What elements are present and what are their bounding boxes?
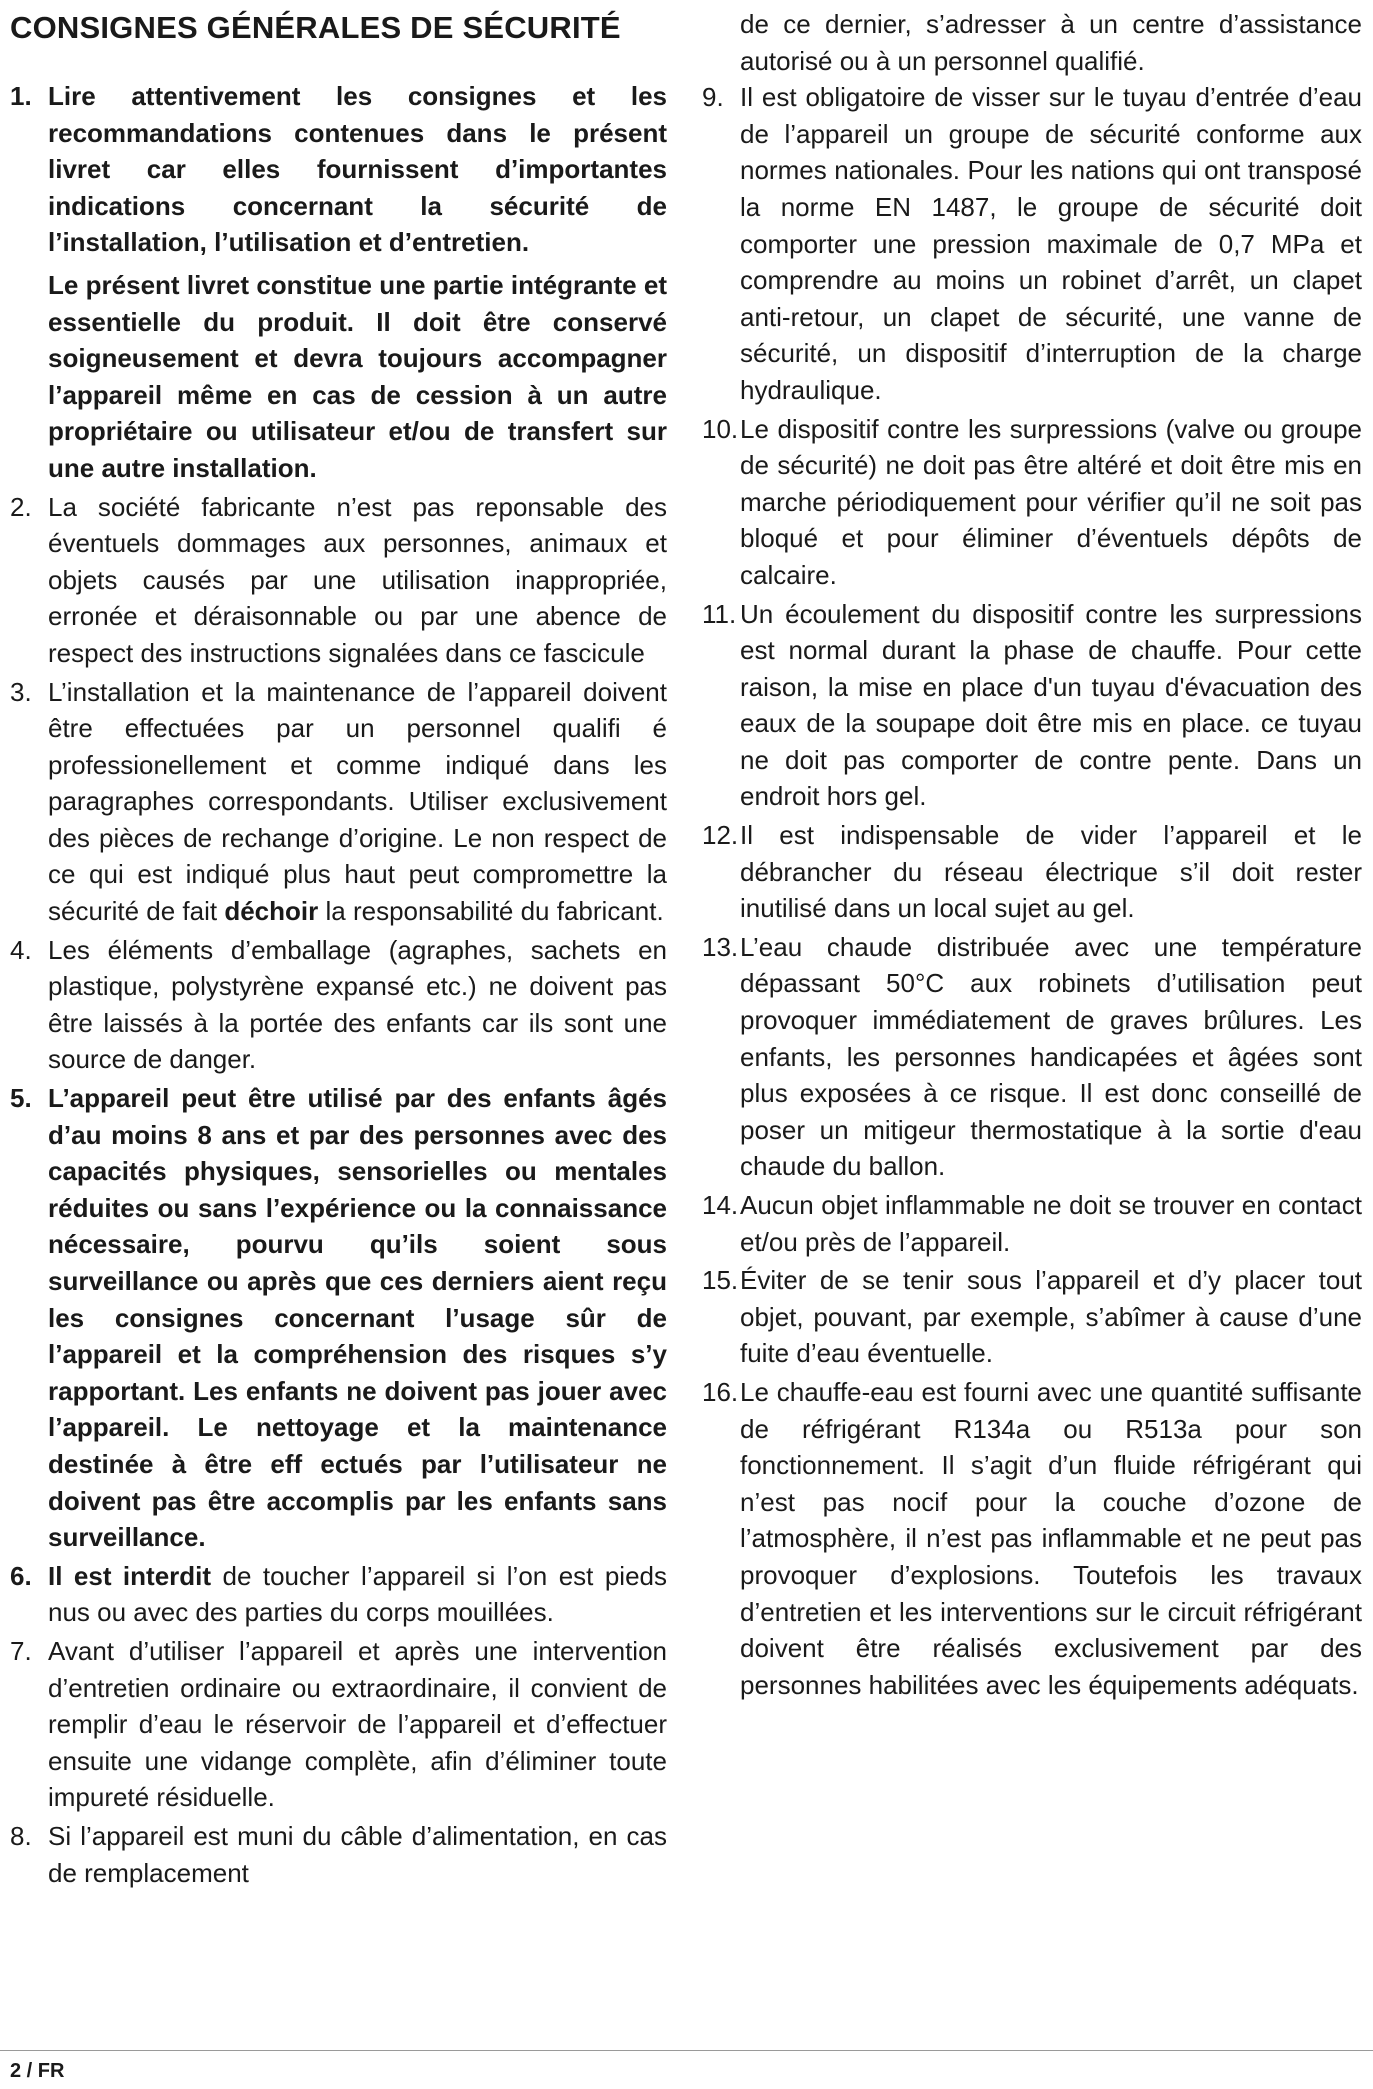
safety-item-4 <box>10 932 667 1078</box>
item-text: L’appareil peut être utilisé par des enfants âgés d’au moins 8 ans et par des personnes avec des capacités physiques, sensorielles ou mentales réduites ou sans l’expérience ou la connaissance nécessaire, pourvu qu’ils soient sous surveillance ou après que ces derniers aient reçu les consignes concernant l’usage sûr de l’appareil et la compréhension des risques s’y rapportant. Les enfants ne doivent pas jouer avec l’appareil. Le nettoyage et la maintenance destinée à être eff ectués par l’utilisateur ne doivent pas être accomplis par les enfants sans surveillance. <box>48 1083 667 1553</box>
safety-item-7 <box>10 1633 667 1816</box>
item-text: Si l’appareil est muni du câble d’alimentation, en cas de remplacement <box>48 1820 667 1888</box>
safety-item-9 <box>702 79 1362 408</box>
item-text <box>48 1558 667 1631</box>
item-number: 10. <box>702 413 739 444</box>
safety-item-10 <box>702 411 1362 594</box>
item-number: 16. <box>702 1376 739 1407</box>
item-number: 5. <box>10 1083 32 1114</box>
item-number: 9. <box>702 82 724 113</box>
safety-item-8 <box>10 1818 667 1891</box>
left-column <box>10 8 667 1891</box>
item-text-emphasis: déchoir <box>224 896 319 927</box>
item-number: 12. <box>702 820 739 851</box>
page-title: CONSIGNES GÉNÉRALES DE SÉCURITÉ <box>10 10 621 45</box>
safety-item-15 <box>702 1262 1362 1372</box>
item-text: Le dispositif contre les surpressions (valve ou groupe de sécurité) ne doit pas être altéré et doit être mis en marche périodiquement pour vérifier qu’il ne soit pas bloqué et pour éliminer d’éventuels dépôts de calcaire. <box>740 413 1362 590</box>
item-number: 1. <box>10 81 32 111</box>
safety-item-14 <box>702 1187 1362 1260</box>
item-text: Un écoulement du dispositif contre les surpressions est normal durant la phase de chauffe. Pour cette raison, la mise en place d'un tuyau d'évacuation des eaux de la soupape doit être mis en place. ce tuyau ne doit pas comporter de contre pente. Dans un endroit hors gel. <box>740 598 1362 812</box>
item-number: 11. <box>702 598 737 629</box>
item-text: Éviter de se tenir sous l’appareil et d’y placer tout objet, pouvant, par exemple, s’abîmer à cause d’une fuite d’eau éventuelle. <box>740 1265 1362 1369</box>
right-column <box>702 6 1362 1703</box>
item-number: 13. <box>702 931 739 962</box>
item-number: 6. <box>10 1560 32 1591</box>
item-text: Le chauffe-eau est fourni avec une quantité suffisante de réfrigérant R134a ou R513a pour son fonctionnement. Il s’agit d’un fluide réfrigérant qui n’est pas nocif pour la couche d’ozone de l’atmosphère, il n’est pas inflammable et ne peut pas provoquer d’explosions. Toutefois les travaux d’entretien et les interventions sur le circuit réfrigérant doivent être réalisés exclusivement par des personnes habilitées avec les équipements adéquats. <box>740 1376 1362 1700</box>
safety-item-5 <box>10 1080 667 1556</box>
item-number: 15. <box>702 1265 739 1296</box>
item-number: 2. <box>10 491 32 522</box>
item-text: Le présent livret constitue une partie intégrante et essentielle du produit. Il doit être conservé soigneusement et devra toujours accompagner l’appareil même en cas de cession à un autre propriétaire ou utilisateur et/ou de transfert sur une autre installation. <box>48 269 667 483</box>
item-text-part: la responsabilité du fabricant. <box>325 896 664 927</box>
safety-item-3 <box>10 674 667 930</box>
item-text: Avant d’utiliser l’appareil et après une intervention d’entretien ordinaire ou extraordinaire, il convient de remplir d’eau le réservoir de l’appareil et d’effectuer ensuite une vidange complète, afin d’éliminer toute impureté résiduelle. <box>48 1635 667 1813</box>
page-number: 2 / FR <box>10 2060 65 2082</box>
safety-item-12 <box>702 817 1362 927</box>
item-number: 4. <box>10 934 32 965</box>
item-text-part: L’installation et la maintenance de l’appareil doivent être effectuées par un personnel qualifi é professionellement et comme indiqué dans les paragraphes correspondants. Utiliser exclusivement des pièces de rechange d’origine. Le non respect de ce qui est indiqué plus haut peut compromettre la sécurité de fait <box>48 676 667 927</box>
item-text: Il est obligatoire de visser sur le tuyau d’entrée d’eau de l’appareil un groupe de sécurité conforme aux normes nationales. Pour les nations qui ont transposé la norme EN 1487, le groupe de sécurité doit comporter une pression maximale de 0,7 MPa et comprendre au moins un robinet d’arrêt, un clapet anti-retour, un clapet de sécurité, une vanne de sécurité, un dispositif d’interruption de la charge hydraulique. <box>740 82 1362 405</box>
item-text <box>48 674 667 930</box>
item-number: 8. <box>10 1820 32 1851</box>
item-number: 3. <box>10 676 32 707</box>
safety-item-11 <box>702 596 1362 816</box>
item-text: Les éléments d’emballage (agraphes, sachets en plastique, polystyrène expansé etc.) ne doivent pas être laissés à la portée des enfants car ils sont une source de danger. <box>48 934 667 1075</box>
safety-item-16 <box>702 1374 1362 1703</box>
safety-item-13 <box>702 929 1362 1185</box>
item-number: 7. <box>10 1635 32 1666</box>
footer-divider <box>0 2050 1373 2051</box>
item-number: 14. <box>702 1190 739 1220</box>
item-text: Aucun objet inflammable ne doit se trouver en contact et/ou près de l’appareil. <box>740 1190 1362 1257</box>
item-text: La société fabricante n’est pas reponsable des éventuels dommages aux personnes, animaux et objets causés par une utilisation inappropriée, erronée et déraisonnable ou par une abence de respect des instructions signalées dans ce fascicule <box>48 491 667 668</box>
item-text-part: de toucher l’appareil si l’on est pieds nus ou avec des parties du corps mouillées. <box>48 1560 668 1628</box>
item-text: L’eau chaude distribuée avec une température dépassant 50°C aux robinets d’utilisation peut provoquer immédiatement de graves brûlures. Les enfants, les personnes handicapées et âgées sont plus exposées à ce risque. Il est donc conseillé de poser un mitigeur thermostatique à la sortie d'eau chaude du ballon. <box>740 931 1362 1182</box>
safety-item-1 <box>10 78 667 487</box>
item-text: Il est indispensable de vider l’appareil et le débrancher du réseau électrique s’il doit rester inutilisé dans un local sujet au gel. <box>740 820 1362 924</box>
item-text: Lire attentivement les consignes et les recommandations contenues dans le présent livret car elles fournissent d’importantes indications concernant la sécurité de l’installation, l’utilisation et d’entretien. <box>48 81 667 258</box>
safety-item-6 <box>10 1558 667 1631</box>
safety-item-2 <box>10 489 667 672</box>
item-text-emphasis: Il est interdit <box>48 1560 212 1591</box>
item-8-continuation: de ce dernier, s’adresser à un centre d’assistance autorisé ou à un personnel qualifié. <box>740 9 1362 76</box>
